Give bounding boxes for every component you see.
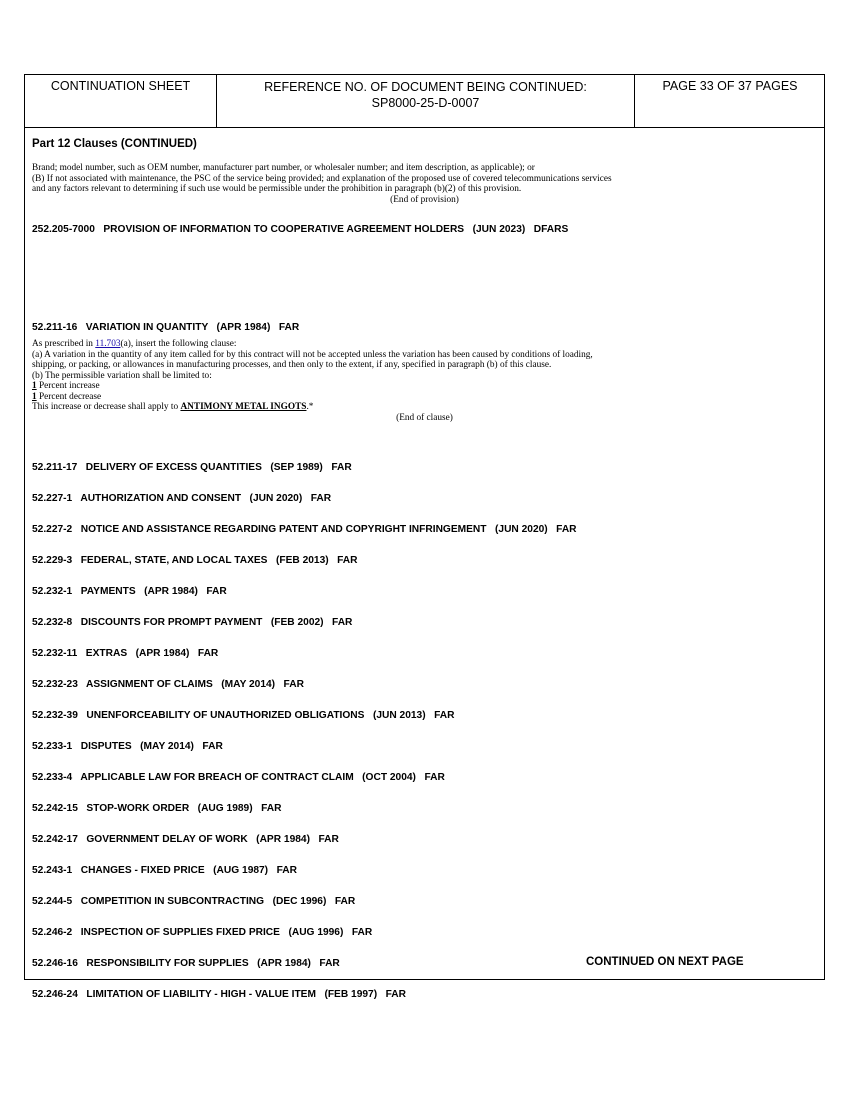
header-reference <box>217 75 635 127</box>
part-title: Part 12 Clauses (CONTINUED) <box>32 138 197 150</box>
percent-increase <box>32 381 817 392</box>
decrease-label: Percent decrease <box>36 391 102 402</box>
clause-heading: 52.246-16 RESPONSIBILITY FOR SUPPLIES (APR 1984) FAR <box>32 958 340 969</box>
continuation-sheet <box>24 74 825 1000</box>
header-reference-number: SP8000-25-D-0007 <box>371 96 480 110</box>
far-link[interactable]: 11.703 <box>95 339 121 349</box>
clause-heading: 52.232-1 PAYMENTS (APR 1984) FAR <box>32 586 227 597</box>
header-row <box>25 75 824 128</box>
clause-heading: 52.232-8 DISCOUNTS FOR PROMPT PAYMENT (FEB 2002) FAR <box>32 617 353 628</box>
apply-suffix: .* <box>306 402 314 412</box>
prescribed-prefix: As prescribed in <box>32 339 96 349</box>
variation-clause-body <box>32 339 817 423</box>
paragraph-a-cont: shipping, or packing, or allowances in manufacturing processes, and then only to the extent, if any, specified in paragraph (b) of this clause. <box>32 360 552 370</box>
clause-heading: 52.243-1 CHANGES - FIXED PRICE (AUG 1987) FAR <box>32 865 297 876</box>
clause-heading: 52.246-24 LIMITATION OF LIABILITY - HIGH - VALUE ITEM (FEB 1997) FAR <box>32 989 406 1000</box>
clause-heading: 52.233-1 DISPUTES (MAY 2014) FAR <box>32 741 223 752</box>
clause-heading: 52.211-17 DELIVERY OF EXCESS QUANTITIES (SEP 1989) FAR <box>32 462 352 473</box>
prescribed-line <box>32 339 817 350</box>
increase-label: Percent increase <box>36 381 100 391</box>
provision-end: (End of provision) <box>390 194 459 205</box>
clause-heading: 52.227-2 NOTICE AND ASSISTANCE REGARDING PATENT AND COPYRIGHT INFRINGEMENT (JUN 2020) FAR <box>32 524 577 535</box>
provision-line: and any factors relevant to determining if such use would be permissible under the prohibition in paragraph (b)(2) of this provision. <box>32 184 522 194</box>
header-reference-label: REFERENCE NO. OF DOCUMENT BEING CONTINUED: <box>264 80 587 94</box>
increase-value: 1 <box>32 381 37 391</box>
paragraph-b: (b) The permissible variation shall be limited to: <box>32 370 212 381</box>
clause-heading: 52.242-17 GOVERNMENT DELAY OF WORK (APR 1984) FAR <box>32 834 339 845</box>
paragraph-a: (a) A variation in the quantity of any item called for by this contract will not be accepted unless the variation has been caused by conditions of loading, <box>32 349 593 360</box>
footer-continued: CONTINUED ON NEXT PAGE <box>586 956 744 968</box>
clause-heading: 52.211-16 VARIATION IN QUANTITY (APR 1984) FAR <box>32 322 300 333</box>
provision-line: (B) If not associated with maintenance, the PSC of the service being provided; and explanation of the proposed use of covered telecommunications services <box>32 173 612 184</box>
clause-end: (End of clause) <box>396 412 453 423</box>
provision-line: Brand; model number, such as OEM number, manufacturer part number, or wholesaler number; and item description, as applicable); or <box>32 163 535 173</box>
percent-decrease <box>32 392 817 403</box>
apply-line <box>32 402 817 413</box>
clause-heading: 52.232-11 EXTRAS (APR 1984) FAR <box>32 648 219 659</box>
clause-heading: 52.246-2 INSPECTION OF SUPPLIES FIXED PRICE (AUG 1996) FAR <box>32 927 373 938</box>
decrease-value: 1 <box>32 391 37 402</box>
header-page-number: PAGE 33 OF 37 PAGES <box>662 79 798 93</box>
clause-heading: 52.232-23 ASSIGNMENT OF CLAIMS (MAY 2014) FAR <box>32 679 304 690</box>
clause-heading: 52.244-5 COMPETITION IN SUBCONTRACTING (DEC 1996) FAR <box>32 896 356 907</box>
clause-heading: 52.227-1 AUTHORIZATION AND CONSENT (JUN 2020) FAR <box>32 493 332 504</box>
prescribed-suffix: (a), insert the following clause: <box>120 339 237 349</box>
clause-heading: 52.233-4 APPLICABLE LAW FOR BREACH OF CONTRACT CLAIM (OCT 2004) FAR <box>32 772 445 783</box>
clause-heading: 52.229-3 FEDERAL, STATE, AND LOCAL TAXES (FEB 2013) FAR <box>32 555 358 566</box>
clause-heading: 252.205-7000 PROVISION OF INFORMATION TO COOPERATIVE AGREEMENT HOLDERS (JUN 2023) DFARS <box>32 224 569 235</box>
header-sheet-title: CONTINUATION SHEET <box>25 75 217 127</box>
clause-heading: 52.242-15 STOP-WORK ORDER (AUG 1989) FAR <box>32 803 282 814</box>
provision-text <box>32 163 817 205</box>
apply-item: ANTIMONY METAL INGOTS <box>180 402 307 412</box>
clause-heading: 52.232-39 UNENFORCEABILITY OF UNAUTHORIZED OBLIGATIONS (JUN 2013) FAR <box>32 710 455 721</box>
apply-prefix: This increase or decrease shall apply to <box>32 402 181 412</box>
